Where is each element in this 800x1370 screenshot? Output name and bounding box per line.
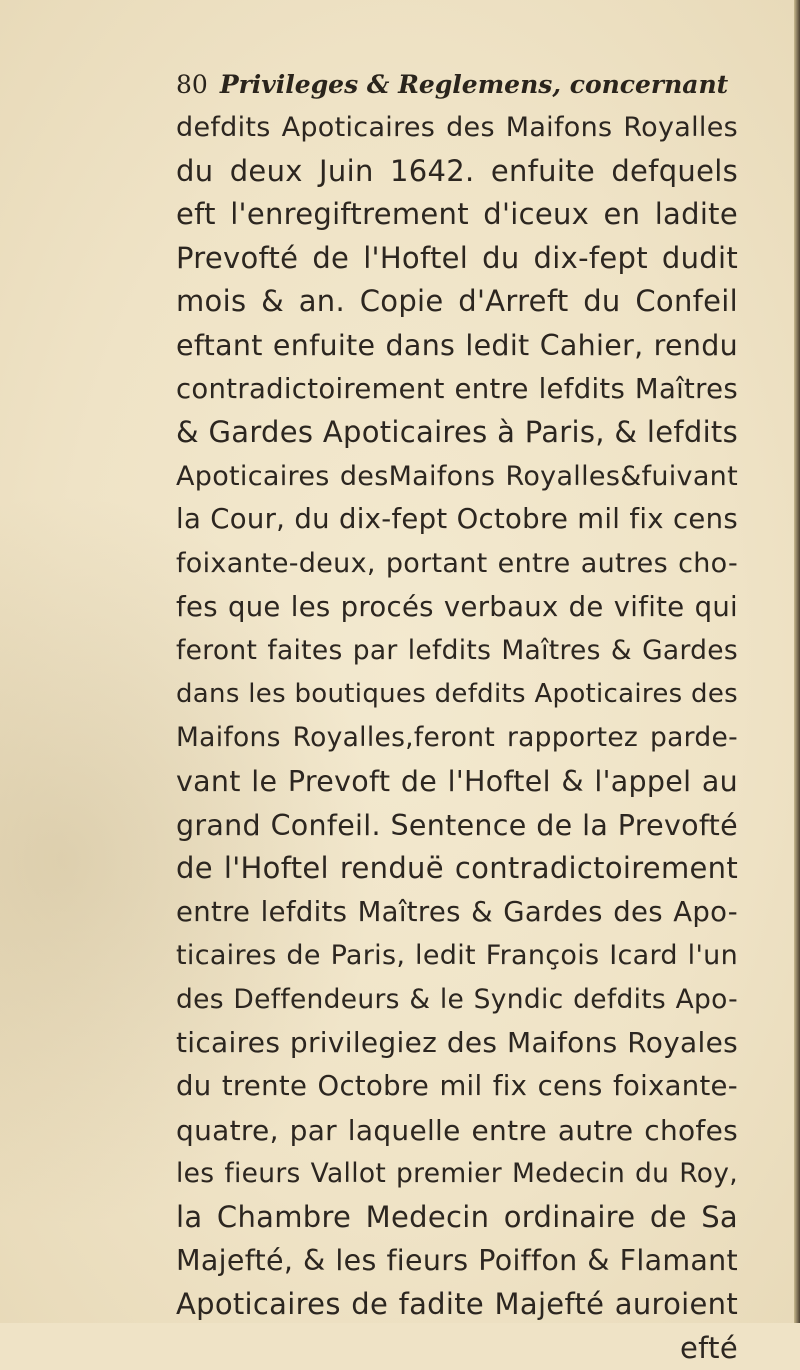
text-line: foixante-deux, portant entre autres cho- [176,547,738,579]
running-header [176,70,736,110]
text-line: entre lefdits Maîtres & Gardes des Apo- [176,895,738,928]
body-text [176,106,738,1370]
text-line: Maifons Royalles,feront rapportez parde- [176,722,738,754]
text-line: eft l'enregiftrement d'iceux en ladite [176,197,738,232]
text-line: du deux Juin 1642. enfuite defquels [176,153,738,188]
text-line: vant le Prevoft de l'Hoftel & l'appel au [176,764,738,798]
text-line: des Deffendeurs & le Syndic defdits Apo- [176,983,738,1015]
text-line: Prevofté de l'Hoftel du dix-fept dudit [176,240,738,275]
text-line: fes que les procés verbaux de vifite qui [176,590,738,623]
text-line: defdits Apoticaires des Maifons Royalles [176,112,738,143]
text-line: ticaires de Paris, ledit François Icard l'un [176,940,738,972]
text-line: du trente Octobre mil fix cens foixante- [176,1070,738,1103]
running-title: Privileges & Reglemens, concernant [219,70,729,99]
page-number: 80 [176,70,208,99]
text-line: ticaires privilegiez des Maifons Royales [176,1026,738,1060]
text-line: la Cour, du dix-fept Octobre mil fix cens [176,503,738,536]
text-line: Apoticaires de fadite Majefté auroient [176,1287,738,1322]
text-line: Apoticaires desMaifons Royalles&fuivant [176,460,738,492]
text-line: feront faites par lefdits Maîtres & Gardes [176,635,738,667]
text-line: grand Confeil. Sentence de la Prevofté [176,808,738,842]
text-line: contradictoirement entre lefdits Maîtres [176,372,738,405]
text-line: mois & an. Copie d'Arreft du Confeil [176,284,738,319]
text-line: la Chambre Medecin ordinaire de Sa [176,1199,738,1234]
text-line: quatre, par laquelle entre autre chofes [176,1113,738,1147]
text-line: Majefté, & les fieurs Poiffon & Flamant [176,1244,738,1278]
catchword: efté [680,1330,738,1365]
text-line: de l'Hoftel renduë contradictoirement [176,851,738,886]
text-line: dans les boutiques defdits Apoticaires des [176,678,738,709]
text-line: les fieurs Vallot premier Medecin du Roy, [176,1158,738,1190]
page-edge-shadow [794,0,800,1323]
text-line: eftant enfuite dans ledit Cahier, rendu [176,328,738,362]
text-line: & Gardes Apoticaires à Paris, & lefdits [176,415,738,450]
